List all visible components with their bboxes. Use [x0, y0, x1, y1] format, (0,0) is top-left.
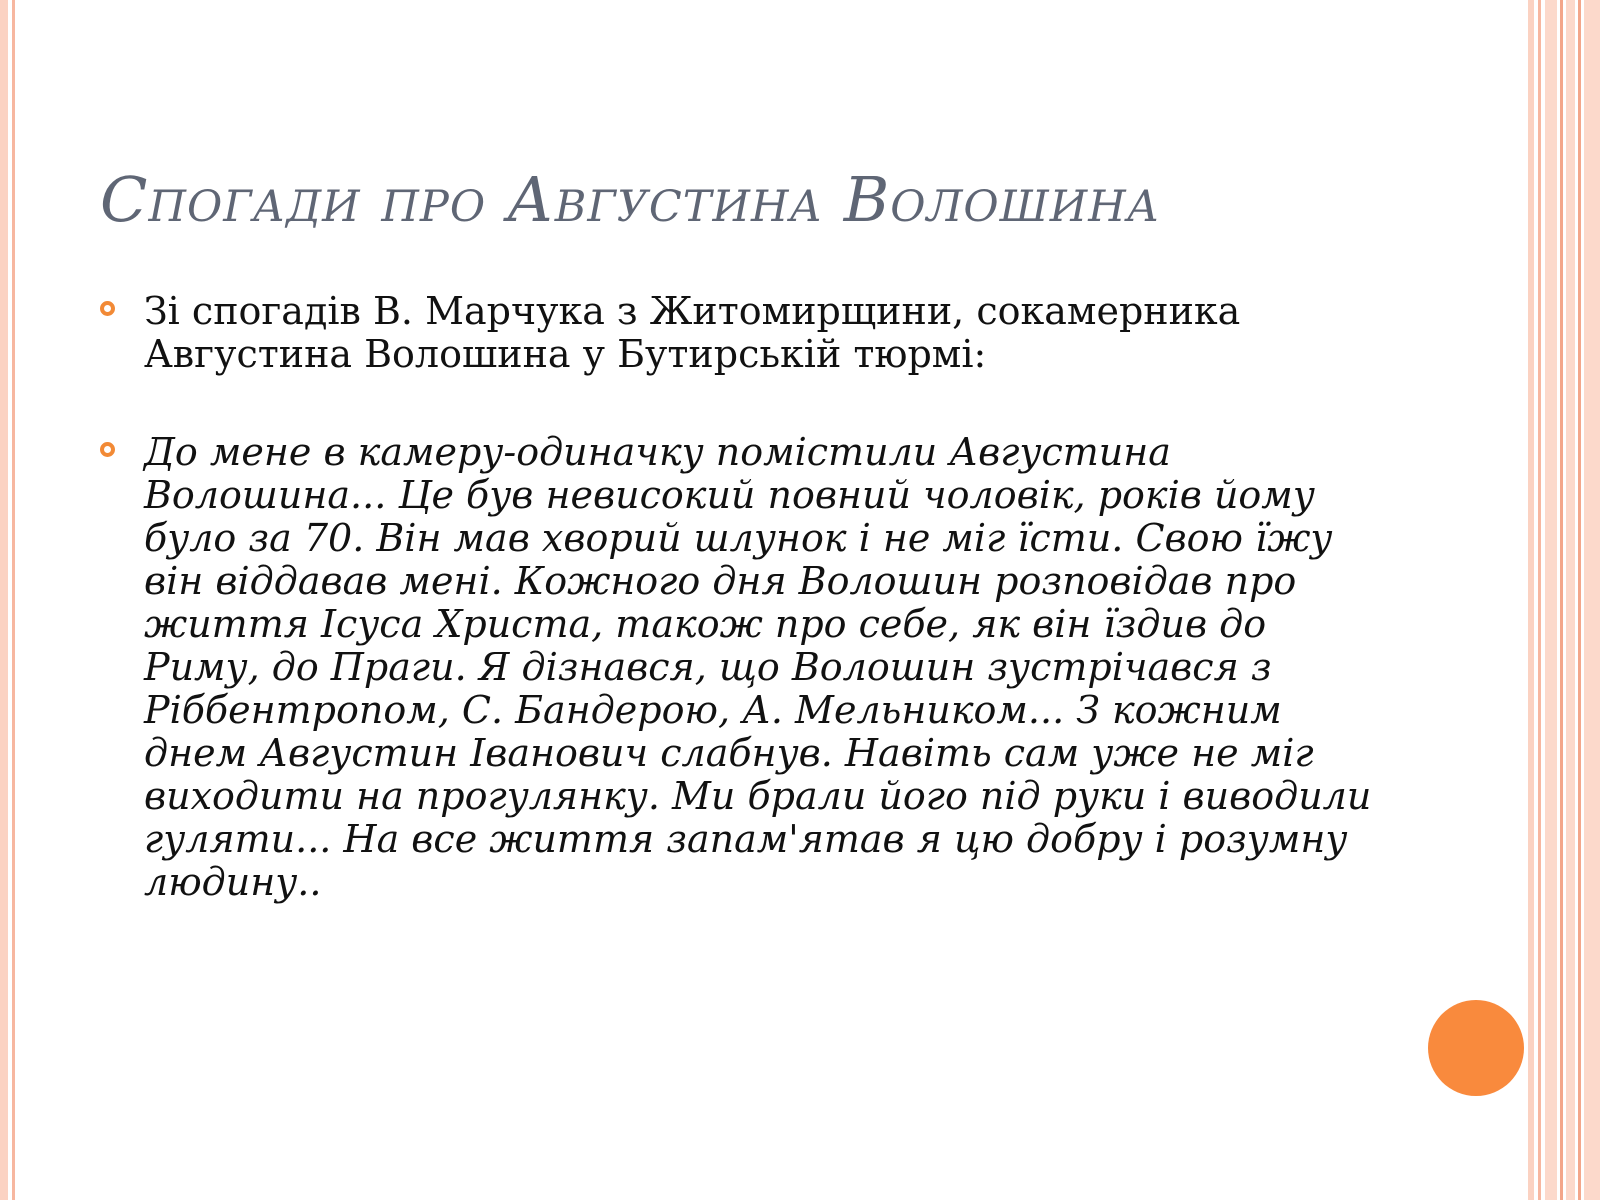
- quote-bullet-item: [100, 431, 1380, 904]
- quote-text: До мене в камеру-одиначку помістили Августина Волошина... Це був невисокий повний чоловік, років йому було за 70. Він мав хворий шлунок і не міг їсти. Свою їжу він віддавав мені. Кожного дня Волошин розповідав про життя Ісуса Христа, також про себе, як він їздив до Риму, до Праги. Я дізнався, що Волошин зустрічався з Ріббентропом, С. Бандерою, А. Мельником... З кожним днем Августин Іванович слабнув. Навіть сам уже не міг виходити на прогулянку. Ми брали його під руки і виводили гуляти... На все життя запам'ятав я цю добру і розумну людину..: [144, 430, 1372, 904]
- left-frame-stripe: [0, 0, 8, 1200]
- right-frame-stripe: [1545, 0, 1557, 1200]
- decorative-circle-icon: [1428, 1000, 1524, 1096]
- bullet-circle-icon: [100, 301, 115, 316]
- right-frame-line: [1538, 0, 1541, 1200]
- bullet-circle-icon: [100, 442, 115, 457]
- right-frame-stripe: [1566, 0, 1575, 1200]
- right-frame-line: [1560, 0, 1563, 1200]
- bullet-text: Зі спогадів В. Марчука з Житомирщини, сокамерника Августина Волошина у Бутирській тюрмі:: [144, 289, 1241, 376]
- slide-content: [100, 290, 1380, 904]
- slide-title: Спогади про Августина Волошина: [100, 163, 1161, 236]
- right-frame-stripe: [1584, 0, 1600, 1200]
- right-frame-line: [1578, 0, 1581, 1200]
- bullet-item: [100, 290, 1380, 376]
- right-frame-stripe: [1528, 0, 1534, 1200]
- left-frame-line: [12, 0, 15, 1200]
